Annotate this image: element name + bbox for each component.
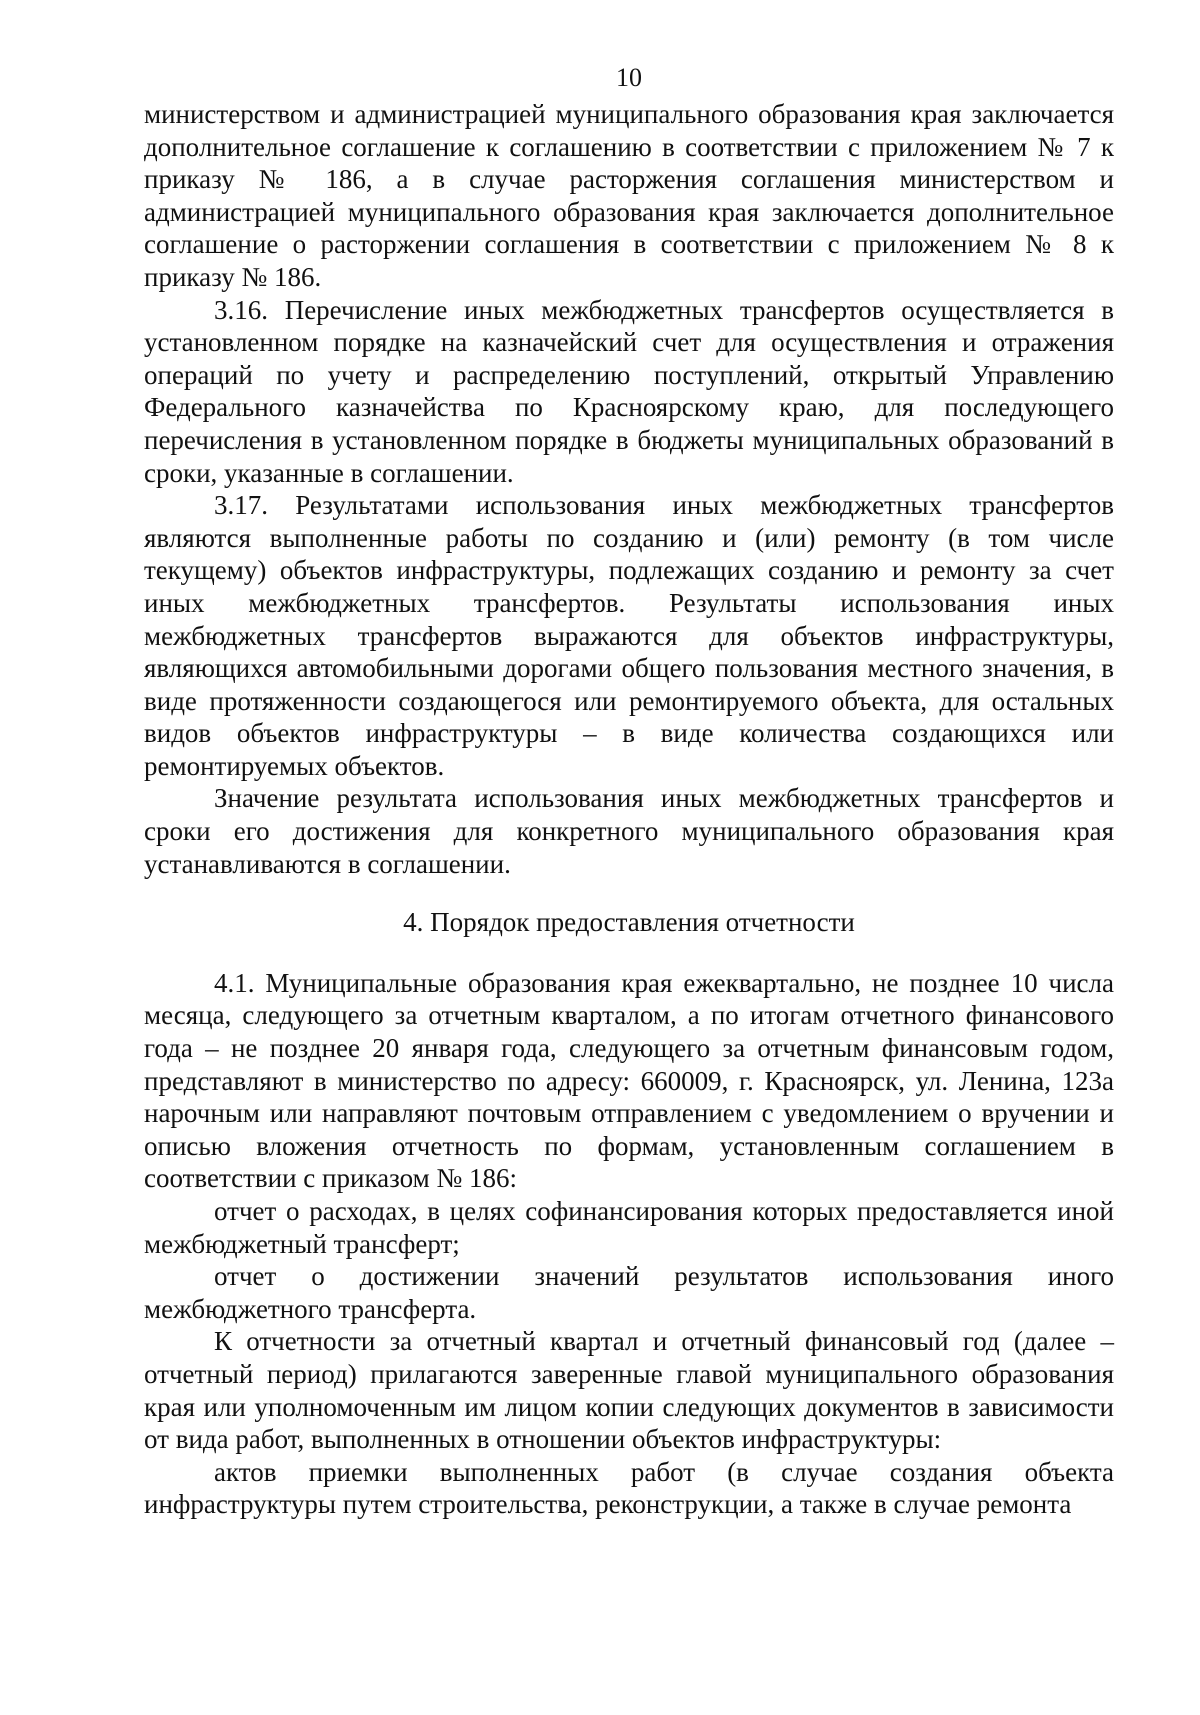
- list-item-results-report: отчет о достижении значений результатов использования иного межбюджетного трансферта.: [144, 1261, 1114, 1324]
- paragraph-result-value: Значение результата использования иных межбюджетных трансфертов и сроки его достижения для конкретного муниципального образования края устанавливаются в соглашении.: [144, 783, 1114, 879]
- paragraph-agreement-continuation: министерством и администрацией муниципального образования края заключается дополнительное соглашение к соглашению в соответствии с приложением № 7 к приказу № 186, а в случае расторжения соглашения министерством и администрацией муниципального образования края заключается дополнительное соглашение о расторжении соглашения в соответствии с приложением № 8 к приказу № 186.: [144, 99, 1114, 292]
- paragraph-4-1: 4.1. Муниципальные образования края ежеквартально, не позднее 10 числа месяца, следующего за отчетным кварталом, а по итогам отчетного финансового года – не позднее 20 января года, следующего за отчетным финансовым годом, представляют в министерство по адресу: 660009, г. Красноярск, ул. Ленина, 123а нарочным или направляют почтовым отправлением с уведомлением о вручении и описью вложения отчетность по формам, установленным соглашением в соответствии с приказом № 186:: [144, 967, 1114, 1194]
- paragraph-3-16: 3.16. Перечисление иных межбюджетных трансфертов осуществляется в установленном порядке на казначейский счет для осуществления и отражения операций по учету и распределению поступлений, открытый Управлению Федерального казначейства по Красноярскому краю, для последующего перечисления в установленном порядке в бюджеты муниципальных образований в сроки, указанные в соглашении.: [144, 294, 1114, 488]
- paragraph-3-17: 3.17. Результатами использования иных межбюджетных трансфертов являются выполненные работы по созданию и (или) ремонту (в том числе текущему) объектов инфраструктуры, подлежащих созданию и ремонту за счет иных межбюджетных трансфертов. Результаты использования иных межбюджетных трансфертов выражаются для объектов инфраструктуры, являющихся автомобильными дорогами общего пользования местного значения, в виде протяженности создающегося или ремонтируемого объекта, для остальных видов объектов инфраструктуры – в виде количества создающихся или ремонтируемых объектов.: [144, 490, 1114, 781]
- list-item-acceptance-acts: актов приемки выполненных работ (в случае создания объекта инфраструктуры путем строительства, реконструкции, а также в случае ремонта: [144, 1456, 1114, 1520]
- document-page: [144, 62, 1114, 1521]
- page-number: 10: [616, 63, 642, 92]
- section-heading-reporting: 4. Порядок предоставления отчетности: [403, 907, 855, 938]
- paragraph-attachments: К отчетности за отчетный квартал и отчетный финансовый год (далее – отчетный период) прилагаются заверенные главой муниципального образования края или уполномоченным им лицом копии следующих документов в зависимости от вида работ, выполненных в отношении объектов инфраструктуры:: [144, 1326, 1114, 1455]
- list-item-expense-report: отчет о расходах, в целях софинансирования которых предоставляется иной межбюджетный трансферт;: [144, 1196, 1114, 1259]
